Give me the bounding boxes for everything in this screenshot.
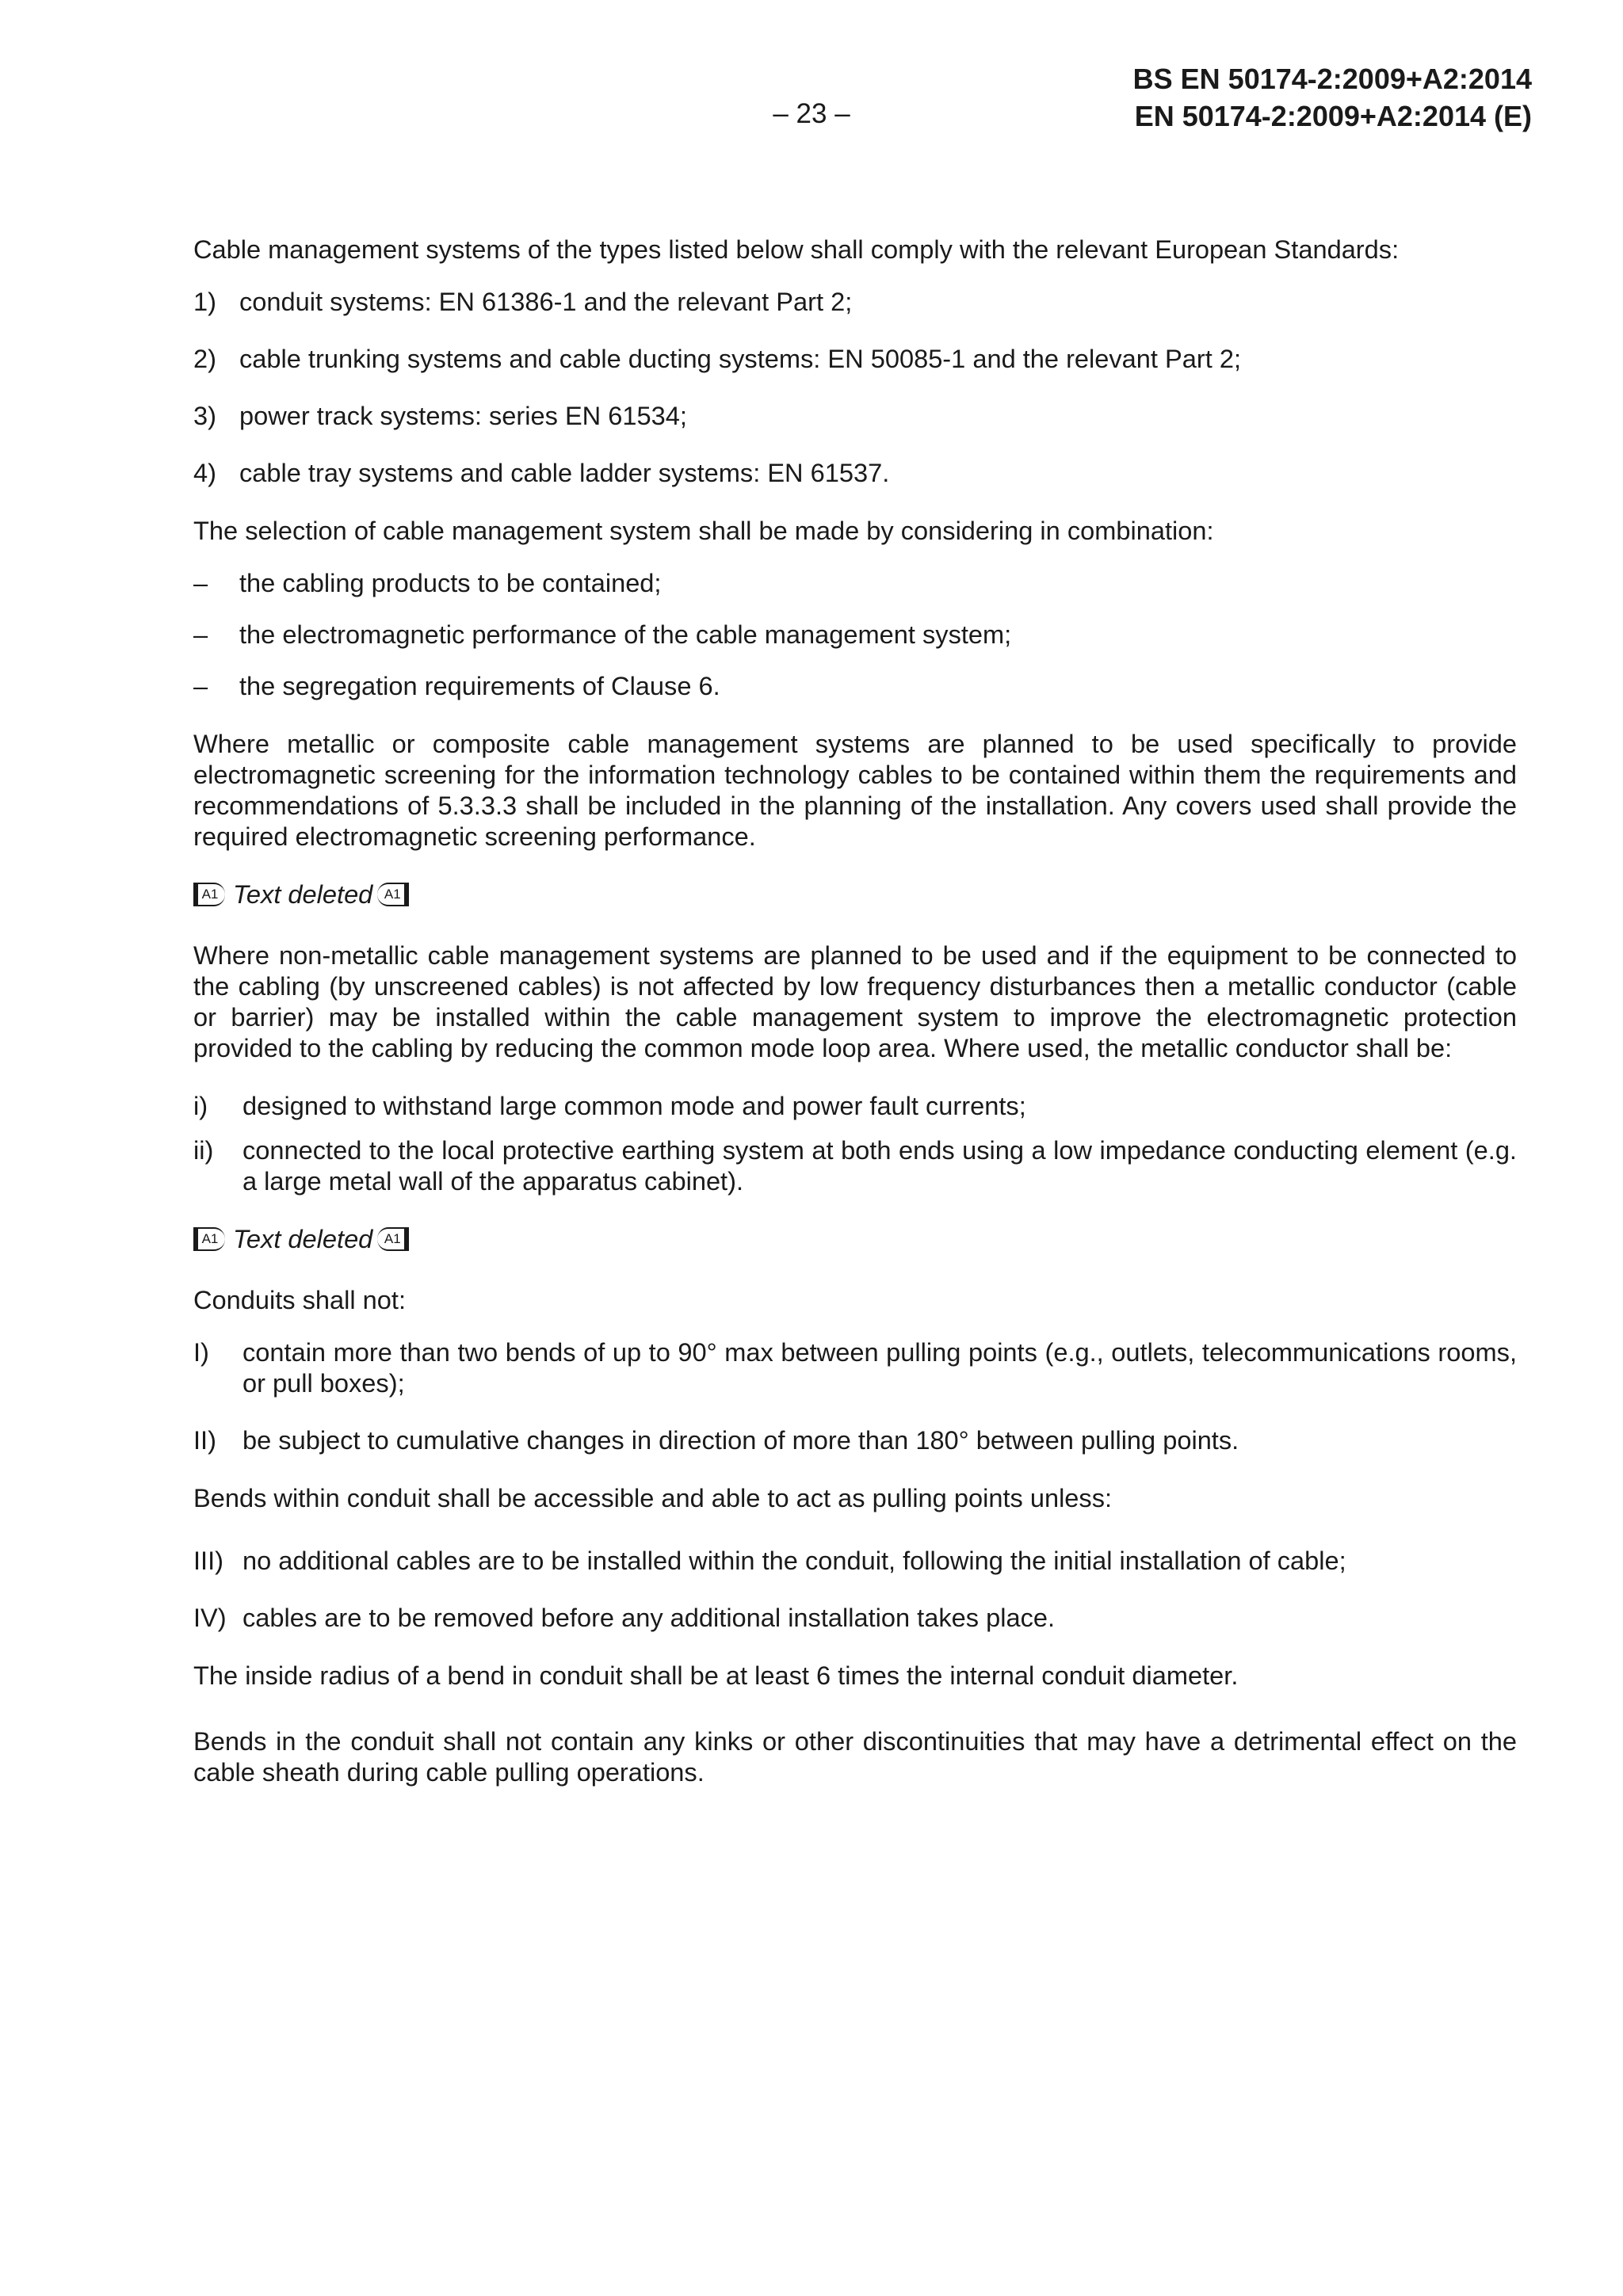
list-item: [193, 1337, 1517, 1398]
list-marker: i): [193, 1091, 208, 1120]
list-item-text: the electromagnetic performance of the cable management system;: [239, 620, 1012, 649]
doc-id-en: EN 50174-2:2009+A2:2014 (E): [1134, 100, 1532, 132]
doc-id-bs: BS EN 50174-2:2009+A2:2014: [1132, 63, 1532, 95]
page-number: – 23 –: [773, 98, 850, 129]
list-metallic-conductor: [193, 1090, 1517, 1196]
list-item-text: cable trunking systems and cable ducting systems: EN 50085-1 and the relevant Part 2;: [239, 344, 1241, 373]
amendment-end-icon: A1: [377, 883, 409, 906]
list-marker: 4): [193, 458, 216, 487]
list-conduit-restrictions: [193, 1337, 1517, 1455]
list-marker: III): [193, 1546, 224, 1575]
list-item-text: the cabling products to be contained;: [239, 568, 662, 597]
list-marker: IV): [193, 1603, 227, 1632]
document-body: [193, 234, 1517, 1814]
list-marker: 3): [193, 401, 216, 430]
dash-marker: –: [193, 568, 208, 597]
paragraph-selection-intro: The selection of cable management system shall be made by considering in combination:: [193, 516, 1214, 545]
list-item-text: power track systems: series EN 61534;: [239, 401, 687, 430]
list-item-text: cable tray systems and cable ladder systems: EN 61537.: [239, 458, 890, 487]
paragraph-metallic-screening: Where metallic or composite cable management systems are planned to be used specifically to provide electromagnetic screening for the information technology cables to be contained within them the requirements and recommendations of 5.3.3.3 shall be included in the planning of the installation. Any covers used shall provide the required electromagnetic screening performance.: [193, 729, 1517, 851]
list-item-text: cables are to be removed before any additional installation takes place.: [242, 1603, 1056, 1632]
list-item: [193, 286, 1517, 317]
paragraph-bend-radius: The inside radius of a bend in conduit shall be at least 6 times the internal conduit diameter.: [193, 1661, 1239, 1690]
dash-marker: –: [193, 671, 208, 700]
list-item: [193, 457, 1517, 488]
list-item-text: designed to withstand large common mode and power fault currents;: [242, 1091, 1026, 1120]
list-standards: [193, 286, 1517, 488]
list-marker: I): [193, 1337, 209, 1367]
list-bend-exceptions: [193, 1545, 1517, 1633]
paragraph-standards-intro: Cable management systems of the types listed below shall comply with the relevant European Standards:: [193, 235, 1400, 264]
paragraph-conduits-intro: Conduits shall not:: [193, 1285, 407, 1314]
list-marker: 2): [193, 344, 216, 373]
list-item-text: no additional cables are to be installed within the conduit, following the initial installation of cable;: [242, 1546, 1346, 1575]
paragraph-bends-intro: Bends within conduit shall be accessible and able to act as pulling points unless:: [193, 1483, 1113, 1512]
deleted-text-label: Text deleted: [233, 879, 373, 909]
list-item-text: be subject to cumulative changes in direction of more than 180° between pulling points.: [242, 1425, 1239, 1455]
list-item: [193, 1090, 1517, 1121]
dash-marker: –: [193, 620, 208, 649]
list-item: [193, 400, 1517, 431]
list-item: [193, 1602, 1517, 1633]
list-item: [193, 567, 1517, 598]
list-item: [193, 1425, 1517, 1455]
amendment-end-icon: A1: [377, 1227, 409, 1251]
amendment-start-icon: A1: [193, 1227, 225, 1251]
amendment-start-icon: A1: [193, 883, 225, 906]
list-marker: II): [193, 1425, 216, 1455]
list-item: [193, 670, 1517, 701]
list-item-text: connected to the local protective earthing system at both ends using a low impedance conducting element (e.g. a large metal wall of the apparatus cabinet).: [242, 1135, 1517, 1196]
paragraph-bend-kinks: Bends in the conduit shall not contain any kinks or other discontinuities that may have a detrimental effect on the cable sheath during cable pulling operations.: [193, 1726, 1517, 1787]
list-item-text: conduit systems: EN 61386-1 and the relevant Part 2;: [239, 287, 853, 316]
deleted-text-notice: [193, 1223, 1517, 1254]
list-item: [193, 1545, 1517, 1576]
document-identifier: [1133, 60, 1532, 135]
list-item: [193, 343, 1517, 374]
deleted-text-label: Text deleted: [233, 1224, 373, 1253]
paragraph-non-metallic: Where non-metallic cable management systems are planned to be used and if the equipment to be connected to the cabling (by unscreened cables) is not affected by low frequency disturbances then a metallic conductor (cable or barrier) may be installed within the cable management system to improve the electromagnetic protection provided to the cabling by reducing the common mode loop area. Where used, the metallic conductor shall be:: [193, 940, 1517, 1062]
list-item-text: contain more than two bends of up to 90° max between pulling points (e.g., outlets, telecommunications rooms, or pull boxes);: [242, 1337, 1517, 1398]
list-selection-criteria: [193, 567, 1517, 701]
list-item-text: the segregation requirements of Clause 6.: [239, 671, 720, 700]
list-marker: ii): [193, 1135, 214, 1165]
list-item: [193, 619, 1517, 650]
deleted-text-notice: [193, 879, 1517, 910]
list-item: [193, 1135, 1517, 1196]
list-marker: 1): [193, 287, 216, 316]
